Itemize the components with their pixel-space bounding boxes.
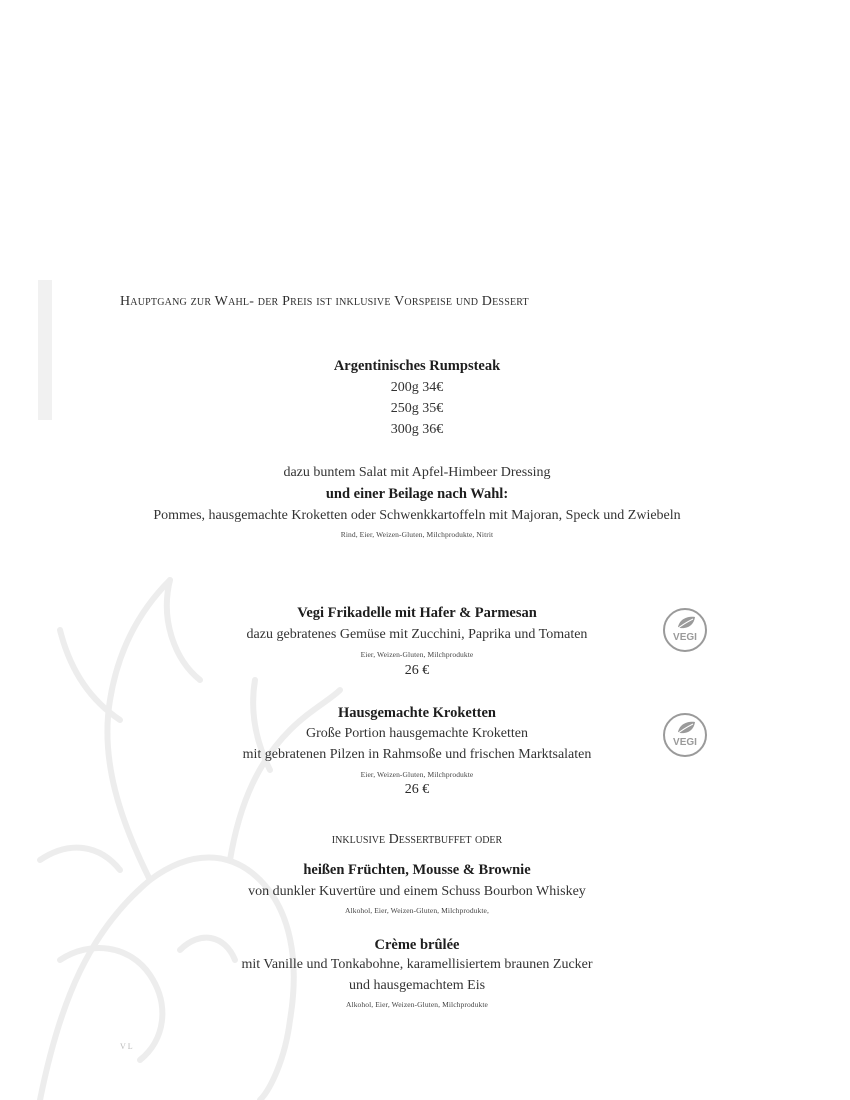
section-heading-main-course: Hauptgang zur Wahl- der Preis ist inklusive Vorspeise und Dessert	[120, 294, 529, 309]
steak-size-200: 200g 34€	[390, 380, 444, 395]
dessert-fruits-description: von dunkler Kuvertüre und einem Schuss Bourbon Whiskey	[248, 884, 586, 899]
vegi-leaf-icon	[662, 712, 708, 758]
vegi-frikadelle-price: 26 €	[404, 663, 430, 678]
vegi-leaf-icon	[662, 607, 708, 653]
dessert-title-fruits: heißen Früchten, Mousse & Brownie	[303, 862, 531, 878]
steak-side-options: Pommes, hausgemachte Kroketten oder Schwenkkartoffeln mit Majoran, Speck und Zwiebeln	[153, 508, 681, 523]
vegi-frikadelle-allergens: Eier, Weizen-Gluten, Milchprodukte	[360, 650, 474, 659]
steak-size-300: 300g 36€	[390, 422, 444, 437]
dish-title-vegi-frikadelle: Vegi Frikadelle mit Hafer & Parmesan	[297, 605, 537, 621]
steak-choice-label: und einer Beilage nach Wahl:	[325, 486, 509, 502]
creme-brulee-description-1: mit Vanille und Tonkabohne, karamellisiertem braunen Zucker	[241, 957, 593, 972]
kroketten-allergens: Eier, Weizen-Gluten, Milchprodukte	[360, 770, 474, 779]
steak-allergens: Rind, Eier, Weizen-Gluten, Milchprodukte, Nitrit	[340, 530, 494, 539]
svg-text:VEGI: VEGI	[673, 632, 697, 643]
kroketten-description-2: mit gebratenen Pilzen in Rahmsoße und frischen Marktsalaten	[242, 747, 592, 762]
steak-size-250: 250g 35€	[390, 401, 444, 416]
dessert-fruits-allergens: Alkohol, Eier, Weizen-Gluten, Milchprodukte,	[345, 906, 489, 915]
page-mark: VL	[120, 1042, 135, 1051]
section-heading-dessert: inklusive Dessertbuffet oder	[331, 832, 503, 847]
vegi-frikadelle-description: dazu gebratenes Gemüse mit Zucchini, Paprika und Tomaten	[246, 627, 588, 642]
dish-title-steak: Argentinisches Rumpsteak	[333, 358, 501, 374]
creme-brulee-allergens: Alkohol, Eier, Weizen-Gluten, Milchprodukte	[346, 1000, 488, 1009]
kroketten-price: 26 €	[404, 782, 430, 797]
dish-title-kroketten: Hausgemachte Kroketten	[338, 705, 496, 721]
kroketten-description-1: Große Portion hausgemachte Kroketten	[306, 726, 528, 741]
dessert-title-creme-brulee: Crème brûlée	[374, 937, 460, 953]
svg-text:VEGI: VEGI	[673, 737, 697, 748]
creme-brulee-description-2: und hausgemachtem Eis	[348, 978, 486, 993]
steak-side-line: dazu buntem Salat mit Apfel-Himbeer Dressing	[283, 465, 551, 480]
